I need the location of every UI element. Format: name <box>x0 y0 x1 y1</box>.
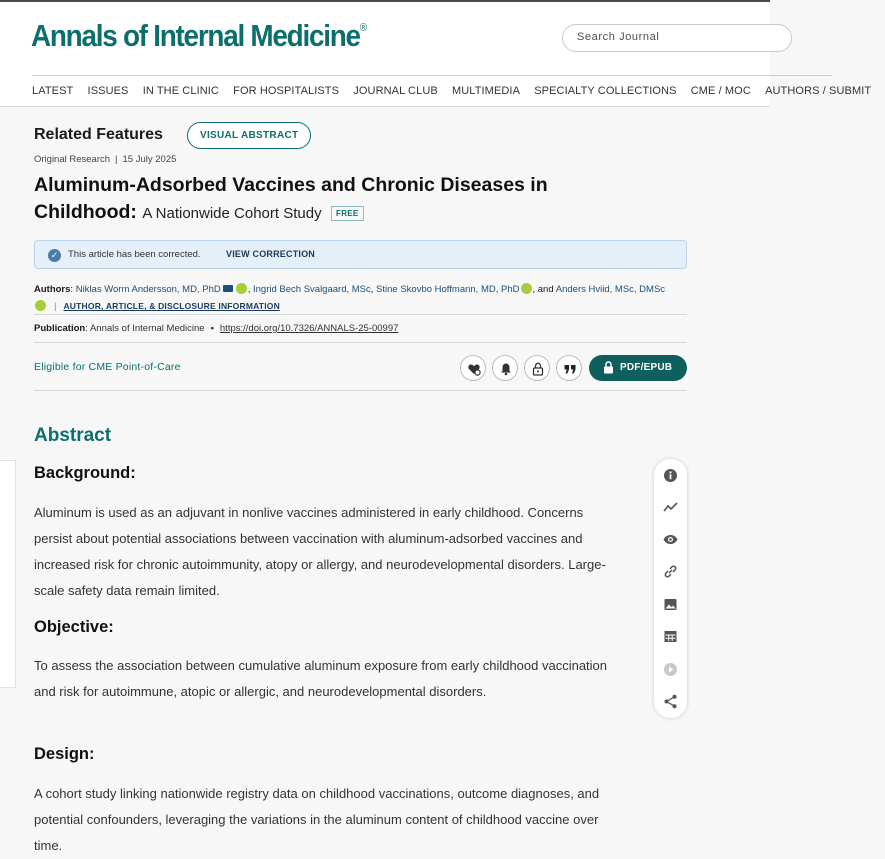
authors-block: Authors: Niklas Worm Andersson, MD, PhD , Ingrid Bech Svalgaard, MSc, Stine Skovbo Hoffmann, MD, PhD , and Anders Hviid, MSc, DMSc | AUTHOR, ARTICLE, & DISCLOSURE INFORMATION <box>34 284 666 312</box>
cite-button[interactable] <box>556 355 582 381</box>
nav-latest[interactable]: LATEST <box>32 85 74 97</box>
info-icon[interactable] <box>662 467 679 484</box>
side-toolbar <box>654 459 687 718</box>
nav-journal-club[interactable]: JOURNAL CLUB <box>353 85 438 97</box>
nav-issues[interactable]: ISSUES <box>87 85 129 97</box>
cme-link[interactable]: Eligible for CME Point-of-Care <box>34 361 181 373</box>
pdf-epub-button[interactable]: PDF/EPUB <box>589 355 687 381</box>
image-icon[interactable] <box>662 596 679 613</box>
favorite-button[interactable] <box>460 355 486 381</box>
lock-icon <box>531 362 545 376</box>
email-icon[interactable] <box>223 285 233 292</box>
divider <box>34 314 687 315</box>
search-input[interactable] <box>577 31 767 43</box>
author-info-link[interactable]: AUTHOR, ARTICLE, & DISCLOSURE INFORMATION <box>63 301 280 311</box>
correction-notice <box>34 240 687 269</box>
orcid-icon[interactable] <box>236 283 247 294</box>
related-features <box>34 122 434 149</box>
free-badge: FREE <box>331 206 364 221</box>
background-heading: Background: <box>34 464 136 482</box>
journal-name: Annals of Internal Medicine <box>89 323 205 334</box>
objective-text: To assess the association between cumulative aluminum exposure from early childhood vaccination and risk for autoimmune, atopic or allergic, and neurodevelopmental disorders. <box>34 658 608 699</box>
background-text: Aluminum is used as an adjuvant in nonlive vaccines administered in early childhood. Concerns persist about potential associations between vaccination with aluminum-adsorbed vaccines and increased risk for chronic autoimmunity, atopy or allergy, and neurodevelopmental disorders. Large-scale safety data remain limited. <box>34 505 606 598</box>
author-link[interactable]: Stine Skovbo Hoffmann, MD, PhD <box>376 284 520 295</box>
left-side-tab[interactable] <box>0 460 16 688</box>
favorite-icon <box>467 362 481 376</box>
article-type: Original Research <box>34 154 111 165</box>
author-link[interactable]: Anders Hviid, MSc, DMSc <box>555 284 666 295</box>
site-header <box>0 2 872 107</box>
article-title: Aluminum-Adsorbed Vaccines and Chronic Diseases in Childhood: A Nationwide Cohort Study FREE <box>34 174 548 223</box>
nav-for-hospitalists[interactable]: FOR HOSPITALISTS <box>233 85 340 97</box>
related-features-title: Related Features <box>34 126 163 143</box>
table-icon[interactable] <box>662 628 679 645</box>
article-subtitle: A Nationwide Cohort Study <box>142 205 322 222</box>
nav-specialty-collections[interactable]: SPECIALTY COLLECTIONS <box>534 85 677 97</box>
check-circle-icon: ✓ <box>48 249 61 262</box>
cite-quote-icon <box>563 362 577 376</box>
search-box <box>562 24 792 52</box>
nav-multimedia[interactable]: MULTIMEDIA <box>452 85 521 97</box>
lock-icon <box>603 361 614 374</box>
link-icon[interactable] <box>662 563 679 580</box>
eye-icon[interactable] <box>662 531 679 548</box>
view-correction-link[interactable]: VIEW CORRECTION <box>226 249 316 259</box>
author-link[interactable]: Niklas Worm Andersson, MD, PhD <box>75 284 221 295</box>
objective-heading: Objective: <box>34 618 114 636</box>
main-nav <box>32 75 872 107</box>
alert-bell-icon <box>499 362 513 376</box>
abstract-heading: Abstract <box>34 425 112 446</box>
access-button[interactable] <box>524 355 550 381</box>
article-meta: Original Research | 15 July 2025 <box>34 154 177 165</box>
doi-link[interactable]: https://doi.org/10.7326/ANNALS-25-00997 <box>219 323 399 334</box>
nav-in-the-clinic[interactable]: IN THE CLINIC <box>142 85 219 97</box>
orcid-icon[interactable] <box>35 300 46 311</box>
divider <box>34 342 687 343</box>
article-date: 15 July 2025 <box>122 154 177 165</box>
share-icon[interactable] <box>662 693 679 710</box>
design-heading: Design: <box>34 745 95 763</box>
metrics-icon[interactable] <box>662 499 679 516</box>
publication-line: Publication: Annals of Internal Medicine • https://doi.org/10.7326/ANNALS-25-00997 <box>34 323 399 334</box>
design-text: A cohort study linking nationwide registry data on childhood vaccinations, outcome diagnoses, and potential confounders, leveraging the variations in the aluminum content of childhood vaccine over time. <box>34 786 600 853</box>
author-link[interactable]: Ingrid Bech Svalgaard, MSc <box>253 284 371 295</box>
journal-logo[interactable]: Annals of Internal Medicine® <box>31 18 366 53</box>
alert-button[interactable] <box>492 355 518 381</box>
nav-cme-moc[interactable]: CME / MOC <box>690 85 751 97</box>
divider <box>34 390 687 391</box>
correction-text: This article has been corrected. <box>68 249 201 260</box>
nav-authors-submit[interactable]: AUTHORS / SUBMIT <box>765 85 872 97</box>
orcid-icon[interactable] <box>521 283 532 294</box>
play-icon[interactable] <box>662 661 679 678</box>
visual-abstract-button[interactable]: VISUAL ABSTRACT <box>187 122 311 149</box>
